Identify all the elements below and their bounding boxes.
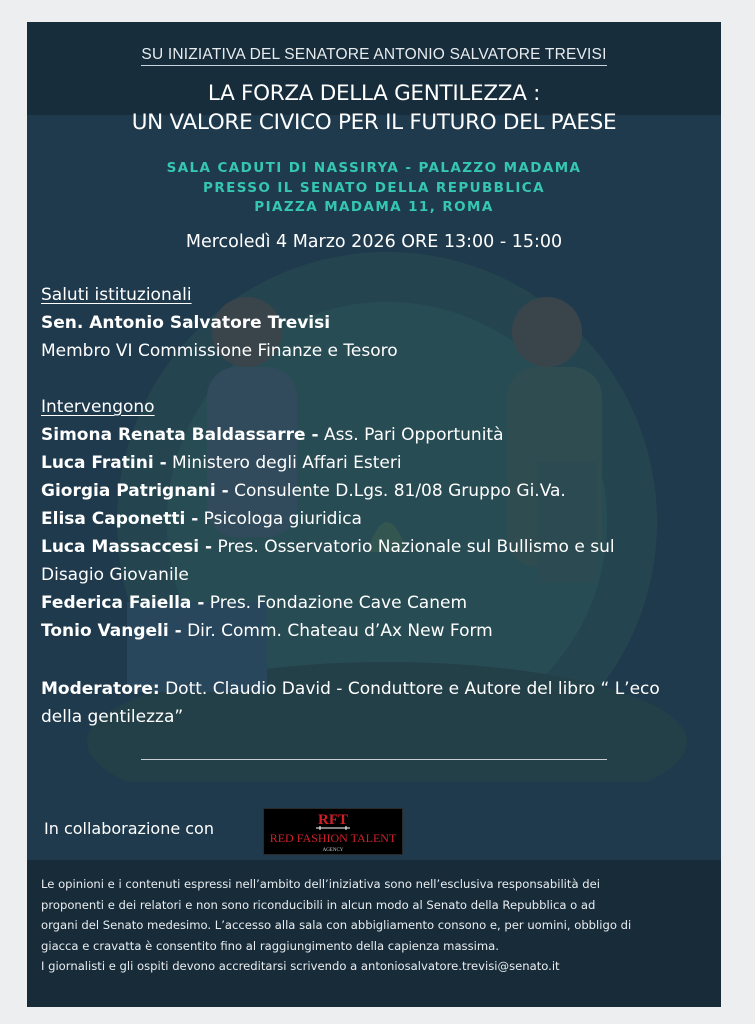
speaker-role: Pres. Fondazione Cave Canem <box>204 593 468 613</box>
speaker-item <box>41 505 713 533</box>
speaker-item <box>41 533 713 561</box>
logo-subtext: AGENCY <box>322 848 344 853</box>
moderator-block <box>41 675 713 731</box>
moderator-label: Moderatore: <box>41 679 160 699</box>
disclaimer-text <box>41 874 711 977</box>
logo-graphic <box>264 809 402 854</box>
speaker-item <box>41 477 713 505</box>
speaker-name: Tonio Vangeli - <box>41 621 182 641</box>
event-title <box>27 79 721 137</box>
event-poster <box>27 22 721 1007</box>
greetings-heading: Saluti istituzionali <box>41 285 192 305</box>
disclaimer-line: Le opinioni e i contenuti espressi nell’ambito dell’iniziativa sono nell’esclusiva responsabilità dei <box>41 877 600 891</box>
speaker-role: Ass. Pari Opportunità <box>318 425 504 445</box>
speaker-name: Simona Renata Baldassarre - <box>41 425 319 445</box>
greetings-section <box>41 281 398 365</box>
title-line-1: LA FORZA DELLA GENTILEZZA : <box>207 81 541 106</box>
greetings-name: Sen. Antonio Salvatore Trevisi <box>41 313 331 333</box>
disclaimer-line: organi del Senato medesimo. L’accesso alla sala con abbigliamento consono e, per uomini, obbligo di <box>41 918 632 932</box>
venue-block <box>27 159 721 218</box>
event-datetime: Mercoledì 4 Marzo 2026 ORE 13:00 - 15:00 <box>185 232 563 252</box>
venue-line-2: PRESSO IL SENATO DELLA REPUBBLICA <box>203 179 545 196</box>
disclaimer-line: giacca e cravatta è consentito fino al raggiungimento della capienza massima. <box>41 938 499 953</box>
speaker-name: Elisa Caponetti - <box>41 509 199 529</box>
speaker-name: Federica Faiella - <box>41 593 205 613</box>
moderator-text: Dott. Claudio David - Conduttore e Autore del libro “ L’eco <box>159 679 660 699</box>
speaker-item <box>41 421 713 449</box>
greetings-role: Membro VI Commissione Finanze e Tesoro <box>41 341 398 361</box>
red-fashion-talent-logo <box>263 808 403 855</box>
initiative-text: SU INIZIATIVA DEL SENATORE ANTONIO SALVATORE TREVISI <box>141 46 606 66</box>
venue-line-1: SALA CADUTI DI NASSIRYA - PALAZZO MADAMA <box>166 160 582 176</box>
speaker-item <box>41 617 713 645</box>
logo-text: RED FASHION TALENT <box>269 831 397 845</box>
speaker-item <box>41 449 713 477</box>
speaker-role-continued: Disagio Giovanile <box>41 565 189 585</box>
speaker-role: Pres. Osservatorio Nazionale sul Bullismo e sul <box>212 537 615 557</box>
section-divider <box>141 759 607 760</box>
speakers-section <box>41 393 713 645</box>
speaker-name: Giorgia Patrignani - <box>41 481 229 501</box>
speaker-name: Luca Fratini - <box>41 453 167 473</box>
initiative-label <box>27 46 721 64</box>
moderator-text-continued: della gentilezza” <box>41 707 184 727</box>
speakers-heading: Intervengono <box>41 397 155 417</box>
speaker-name: Luca Massaccesi - <box>41 537 213 557</box>
venue-line-3: PIAZZA MADAMA 11, ROMA <box>254 199 494 215</box>
speaker-role: Psicologa giuridica <box>198 509 362 529</box>
disclaimer-line: I giornalisti e gli ospiti devono accreditarsi scrivendo a antoniosalvatore.trevisi@senato.it <box>41 959 560 973</box>
speaker-role: Ministero degli Affari Esteri <box>166 453 402 473</box>
logo-mark: RFT <box>318 812 348 828</box>
title-line-2: UN VALORE CIVICO PER IL FUTURO DEL PAESE <box>131 110 617 135</box>
speaker-role: Consulente D.Lgs. 81/08 Gruppo Gi.Va. <box>228 481 566 501</box>
speaker-item <box>41 589 713 617</box>
disclaimer-line: proponenti e dei relatori e non sono riconducibili in alcun modo al Senato della Repubblica o ad <box>41 897 596 912</box>
collaboration-label: In collaborazione con <box>44 819 214 838</box>
speaker-role: Dir. Comm. Chateau d’Ax New Form <box>181 621 493 641</box>
